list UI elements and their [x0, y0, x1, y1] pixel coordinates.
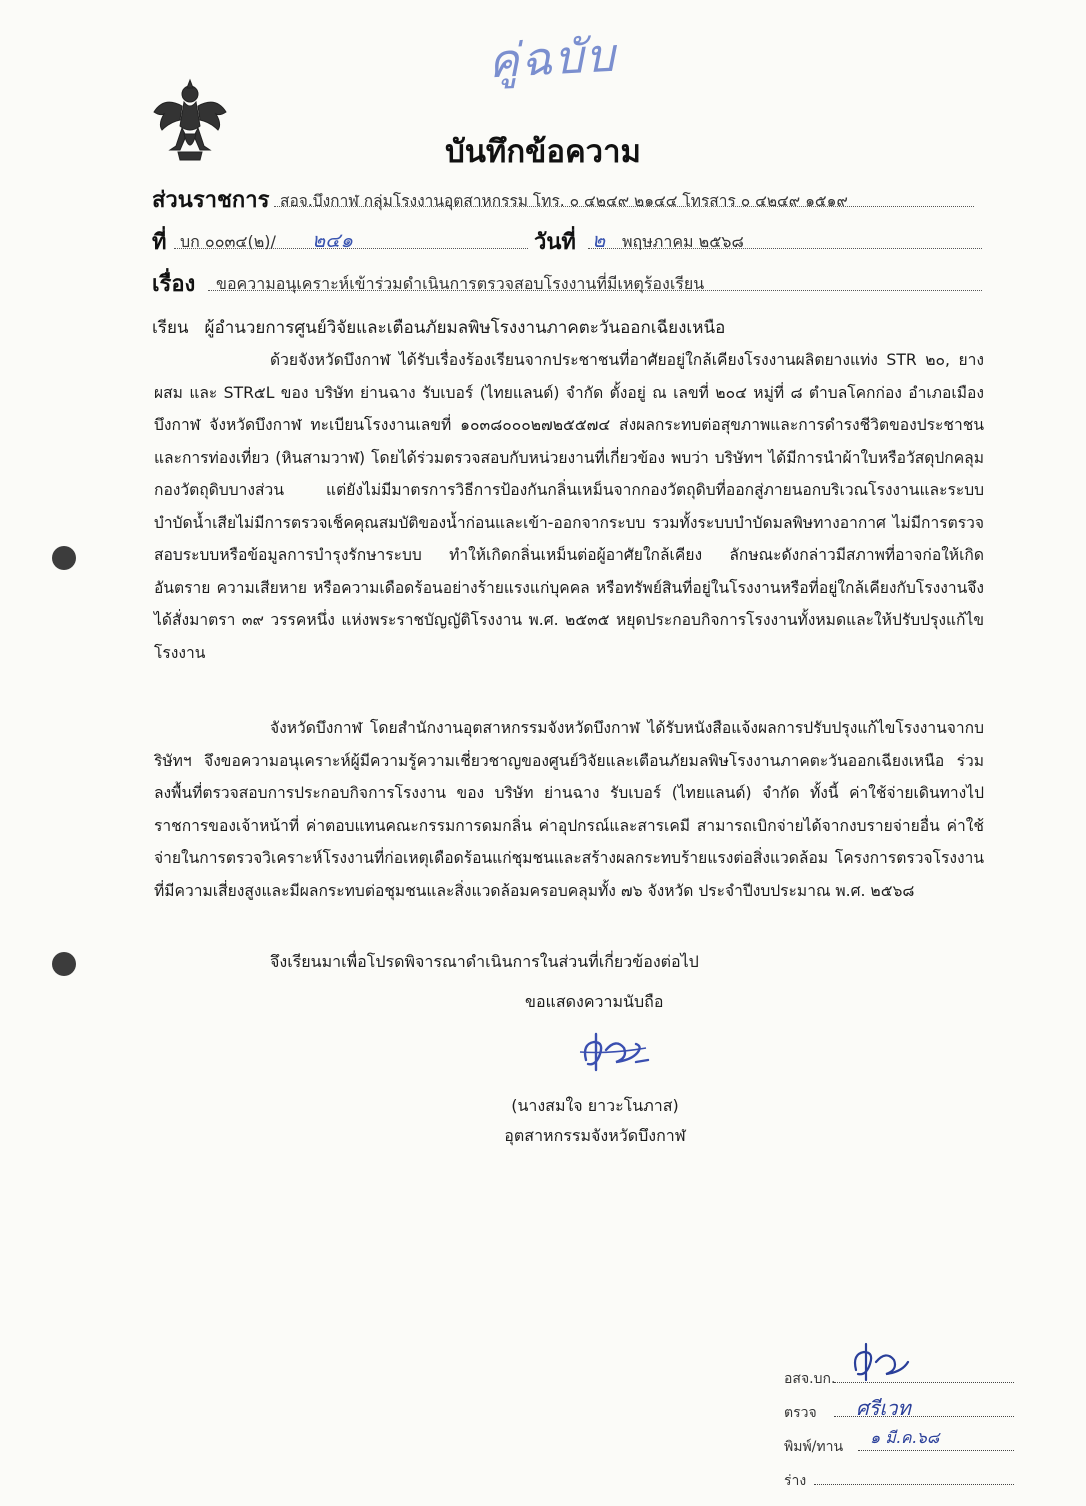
- approval-row: [784, 1462, 1014, 1496]
- salutation-recipient: ผู้อำนวยการศูนย์วิจัยและเตือนภัยมลพิษโรงงานภาคตะวันออกเฉียงเหนือ: [204, 318, 726, 338]
- approval-label: พิมพ์/ทาน: [784, 1439, 844, 1455]
- approval-row: [784, 1360, 1014, 1394]
- signer-name: (นางสมใจ ยาวะโนภาส): [511, 1096, 679, 1115]
- date-label: วันที่: [534, 230, 576, 255]
- agency-value: สอจ.บึงกาฬ กลุ่มโรงงานอุตสาหกรรม โทร. ๐ ๔๒๔๙ ๒๑๔๔ โทรสาร ๐ ๔๒๔๙ ๑๕๑๙: [280, 192, 848, 210]
- subject-value: ขอความอนุเคราะห์เข้าร่วมดำเนินการตรวจสอบโรงงานที่มีเหตุร้องเรียน: [216, 274, 705, 293]
- subject-label: เรื่อง: [152, 272, 196, 297]
- agency-label: ส่วนราชการ: [152, 188, 270, 213]
- approval-row: [784, 1428, 1014, 1462]
- approval-label: อสจ.บก.: [784, 1371, 836, 1387]
- approval-initials: ศรีเวท: [856, 1396, 911, 1420]
- signer-position: อุตสาหกรรมจังหวัดบึงกาฬ: [504, 1126, 686, 1145]
- approval-initials: ๑ มี.ค.๖๘: [870, 1428, 940, 1447]
- date-value: พฤษภาคม ๒๕๖๘: [622, 232, 744, 251]
- reference-label: ที่: [152, 230, 167, 255]
- copy-stamp: คู่ฉบับ: [486, 27, 618, 89]
- salutation: [152, 314, 725, 341]
- approval-initials-mark: [848, 1340, 928, 1386]
- body-paragraph-1: ด้วยจังหวัดบึงกาฬ ได้รับเรื่องร้องเรียนจากประชาชนที่อาศัยอยู่ใกล้เคียงโรงงานผลิตยางแท่ง STR ๒๐, ยางผสม และ STR๕L ของ บริษัท ย่านฉาง รับเบอร์ (ไทยแลนด์) จำกัด ตั้งอยู่ ณ เลขที่ ๒๐๔ หมู่ที่ ๘ ตำบลโคกก่อง อำเภอเมืองบึงกาฬ จังหวัดบึงกาฬ ทะเบียนโรงงานเลขที่ ๑๐๓๘๐๐๐๒๗๒๕๕๗๔ ส่งผลกระทบต่อสุขภาพและการดำรงชีวิตของประชาชน และการท่องเที่ยว (หินสามวาฬ) โดยได้ร่วมตรวจสอบกับหน่วยงานที่เกี่ยวข้อง พบว่า บริษัทฯ ได้มีการนำผ้าใบหรือวัสดุปกคลุมกองวัตถุดิบบางส่วน แต่ยังไม่มีมาตรการวิธีการป้องกันกลิ่นเหม็นจากกองวัตถุดิบที่ออกสู่ภายนอกบริเวณโรงงานและระบบบำบัดน้ำเสียไม่มีการตรวจเช็คคุณสมบัติของน้ำก่อนและเข้า-ออกจากระบบ รวมทั้งระบบบำบัดมลพิษทางอากาศ ไม่มีการตรวจสอบระบบหรือข้อมูลการบำรุงรักษาระบบ ทำให้เกิดกลิ่นเหม็นต่อผู้อาศัยใกล้เคียง ลักษณะดังกล่าวมีสภาพที่อาจก่อให้เกิดอันตราย ความเสียหาย หรือความเดือดร้อนอย่างร้ายแรงแก่บุคคล หรือทรัพย์สินที่อยู่ในโรงงานหรือที่อยู่ใกล้เคียงกับโรงงานจึงได้สั่งมาตรา ๓๙ วรรคหนึ่ง แห่งพระราชบัญญัติโรงงาน พ.ศ. ๒๕๓๕ หยุดประกอบกิจการโรงงานทั้งหมดและให้ปรับปรุงแก้ไขโรงงาน: [154, 351, 984, 662]
- reference-number-handwritten: ๒๔๑: [312, 228, 354, 252]
- agency-row: [152, 182, 972, 216]
- salutation-label: เรียน: [152, 318, 189, 338]
- punch-hole: [52, 546, 76, 570]
- body-paragraph-2: จังหวัดบึงกาฬ โดยสำนักงานอุตสาหกรรมจังหวัดบึงกาฬ ได้รับหนังสือแจ้งผลการปรับปรุงแก้ไขโรงงานจากบริษัทฯ จึงขอความอนุเคราะห์ผู้มีความรู้ความเชี่ยวชาญของศูนย์วิจัยและเตือนภัยมลพิษโรงงานภาคตะวันออกเฉียงเหนือ ร่วมลงพื้นที่ตรวจสอบการประกอบกิจการโรงงาน ของ บริษัท ย่านฉาง รับเบอร์ (ไทยแลนด์) จำกัด ทั้งนี้ ค่าใช้จ่ายเดินทางไปราชการของเจ้าหน้าที่ ค่าตอบแทนคณะกรรมการดมกลิ่น ค่าอุปกรณ์และสารเคมี สามารถเบิกจ่ายได้จากงบรายจ่ายอื่น ค่าใช้จ่ายในการตรวจวิเคราะห์โรงงานที่ก่อเหตุเดือดร้อนแก่ชุมชนและสร้างผลกระทบร้ายแรงต่อสิ่งแวดล้อม โครงการตรวจโรงงานที่มีความเสี่ยงสูงและมีผลกระทบต่อชุมชนและสิ่งแวดล้อมครอบคลุมทั้ง ๗๖ จังหวัด ประจำปีงบประมาณ พ.ศ. ๒๕๖๘: [154, 719, 984, 900]
- reference-value: บก ๐๐๓๔(๒)/: [180, 232, 276, 251]
- closing-sentence: จึงเรียนมาเพื่อโปรดพิจารณาดำเนินการในส่วนที่เกี่ยวข้องต่อไป: [270, 952, 699, 971]
- punch-hole: [52, 952, 76, 976]
- date-day-handwritten: ๒: [592, 228, 606, 252]
- approval-block: [784, 1360, 1014, 1496]
- approval-row: [784, 1394, 1014, 1428]
- subject-row: [152, 266, 982, 300]
- approval-label: ร่าง: [784, 1473, 807, 1489]
- document-title: บันทึกข้อความ: [445, 134, 641, 170]
- approval-label: ตรวจ: [784, 1405, 817, 1421]
- reference-row: [152, 224, 982, 258]
- approval-dotted-line: [814, 1484, 1014, 1485]
- regards-line: ขอแสดงความนับถือ: [525, 992, 664, 1011]
- signature-mark: [576, 1024, 656, 1080]
